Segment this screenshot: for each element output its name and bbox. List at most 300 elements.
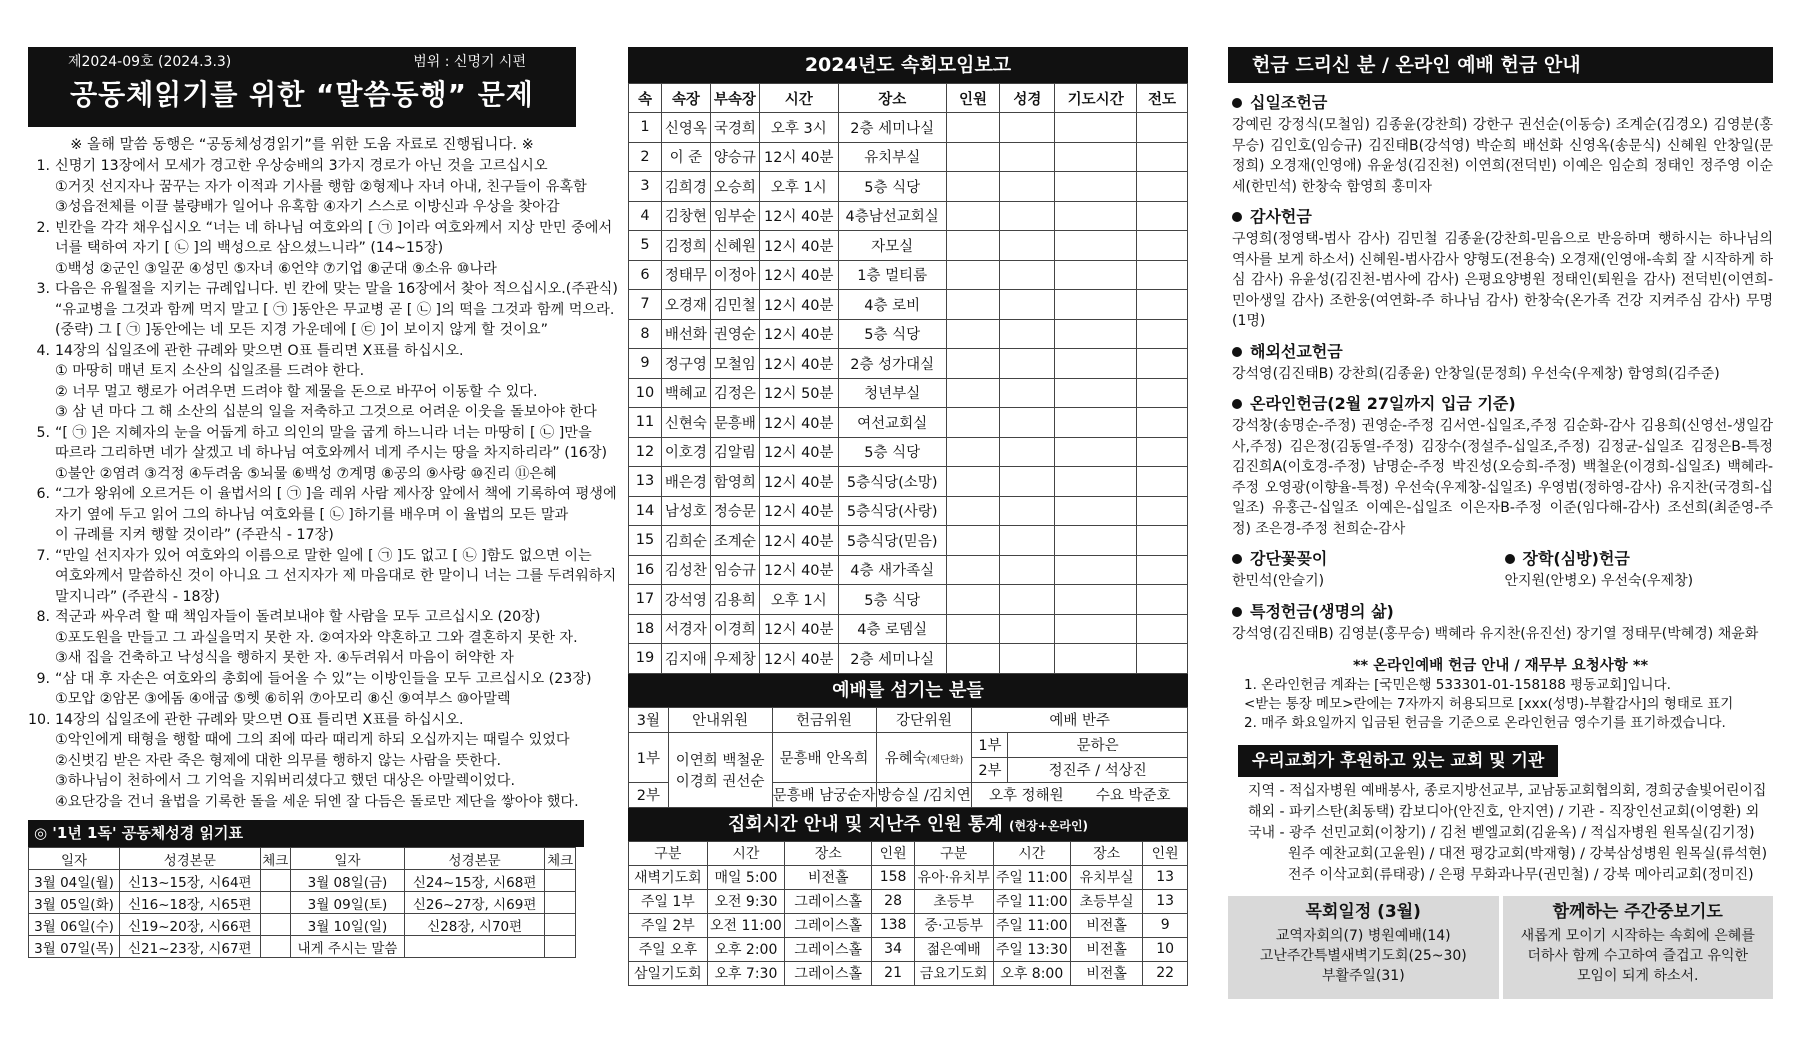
- meeting-empty-cell: [1137, 467, 1188, 497]
- meeting-cell: 5층식당(사랑): [838, 496, 946, 526]
- meeting-cell: 4층 새가족실: [838, 555, 946, 585]
- reading-cell: [260, 870, 291, 892]
- offering-heading: [1228, 205, 1773, 229]
- reading-cell: 3월 04일(월): [29, 870, 120, 892]
- meeting-empty-cell: [1137, 201, 1188, 231]
- question-body: [55, 156, 587, 218]
- question-body: [55, 341, 597, 423]
- meeting-empty-cell: [1055, 467, 1137, 497]
- meeting-row: [629, 614, 1188, 644]
- meeting-empty-cell: [1000, 113, 1055, 143]
- meeting-row: [629, 496, 1188, 526]
- question-line: ③성읍전체를 이끌 불량배가 일어나 유혹함 ④자기 스스로 이방신과 우상을 찾아감: [55, 199, 560, 215]
- meeting-header: 전도: [1137, 84, 1188, 113]
- offering-names: 강석영(김진태B) 강찬희(김종윤) 안창일(문정희) 우선숙(우제창) 함영희(김주준): [1232, 365, 1720, 382]
- meeting-empty-cell: [1137, 260, 1188, 290]
- reading-cell: 내게 주시는 말씀: [291, 936, 405, 958]
- question-body: [55, 546, 616, 608]
- meeting-cell: 4: [629, 201, 662, 231]
- meeting-empty-cell: [946, 585, 1000, 615]
- meeting-cell: 정승문: [710, 496, 759, 526]
- attendance-cell: 주일 오후: [629, 937, 708, 961]
- scholar-text: 안지원(안병오) 우선숙(우제창): [1504, 573, 1694, 589]
- meeting-row: [629, 408, 1188, 438]
- schedule-box: [1228, 896, 1499, 999]
- meeting-empty-cell: [1055, 290, 1137, 320]
- meeting-row: [629, 319, 1188, 349]
- reading-cell: [545, 892, 576, 914]
- serve-part-2: 2부: [629, 782, 669, 807]
- question-line: ①불안 ②염려 ③걱정 ④두려움 ⑤뇌물 ⑥백성 ⑦계명 ⑧공의 ⑨사랑 ⑩진리 ⑪은혜: [55, 465, 557, 482]
- offering-names: 강석창(송명순-주정) 권영순-주정 김서연-십일조,주정 김순화-감사 김용희(신영선-생일감사,주정) 김은정(김동열-주정) 김장수(정설주-십일조,주정) 김정균-십일조 김정은B-특정 김진희A(이호경-주정) 남명순-주정 박진성(오승희-주정) 백철운(이경희-십일조) 백혜라-주정 오영광(이향율-특정) 우선숙(우제창-십일조) 우영범(정하영-감사) 유지찬(국경희-십일조) 유홍근-십일조 이예은-십일조 이은자B-주정 이준(임다해-감사) 조선희(최준영-주정) 조은경-주정 천희순-감사: [1232, 418, 1773, 537]
- serve-acc-afternoon: 오후 정해원: [988, 788, 1064, 804]
- question-item: [28, 546, 617, 608]
- meeting-empty-cell: [946, 496, 1000, 526]
- question-line: (중략) 그 [ ㉠ ]동안에는 네 모든 지경 가운데에 [ ㉢ ]이 보이지 않게 할 것이요”: [55, 322, 548, 338]
- question-number: 9.: [36, 670, 50, 687]
- question-line: ①거짓 선지자나 꿈꾸는 자가 이적과 기사를 행함 ②형제나 자녀 아내, 친구들이 유혹함: [55, 178, 587, 195]
- meeting-empty-cell: [946, 378, 1000, 408]
- support-line: 지역 - 적십자병원 예배봉사, 종로지방선교부, 교남동교회협의회, 경희궁솔빛어린이집: [1248, 783, 1767, 799]
- question-line: 14장의 십일조에 관한 규례와 맞으면 O표 틀리면 X표를 하십시오.: [55, 342, 464, 359]
- serve-header-offering: 헌금위원: [772, 707, 876, 732]
- meeting-cell: 12시 50분: [759, 378, 838, 408]
- serve-header-accompanist: 예배 반주: [972, 707, 1188, 732]
- meeting-empty-cell: [946, 349, 1000, 379]
- meeting-header: 시간: [759, 84, 838, 113]
- meeting-cell: 12시 40분: [759, 496, 838, 526]
- meeting-empty-cell: [1000, 349, 1055, 379]
- attendance-cell: 주일 2부: [629, 913, 708, 937]
- attendance-cell: 유치부실: [1071, 865, 1143, 889]
- meeting-row: [629, 231, 1188, 261]
- attendance-row: [629, 961, 1188, 985]
- meeting-cell: 2: [629, 142, 662, 172]
- meeting-empty-cell: [1137, 526, 1188, 556]
- offering-heading: [1228, 340, 1773, 364]
- attendance-cell: 새벽기도회: [629, 865, 708, 889]
- meeting-cell: 김용희: [710, 585, 759, 615]
- question-body: [55, 218, 612, 280]
- meeting-empty-cell: [1000, 614, 1055, 644]
- meeting-cell: 배은경: [661, 467, 710, 497]
- question-number: 10.: [28, 711, 51, 728]
- meeting-empty-cell: [1055, 260, 1137, 290]
- attendance-header: 구분: [914, 841, 993, 865]
- serve-title: 예배를 섬기는 분들: [628, 674, 1188, 707]
- meeting-cell: 8: [629, 319, 662, 349]
- question-item: [28, 279, 618, 341]
- meeting-empty-cell: [1137, 290, 1188, 320]
- meeting-cell: 11: [629, 408, 662, 438]
- report-column: [628, 47, 1188, 986]
- reading-row: [29, 936, 576, 958]
- meeting-empty-cell: [1137, 585, 1188, 615]
- offering-names: 강예린 강정식(모철임) 김종윤(강찬희) 강한구 권선순(이동승) 조계순(김경오) 김영분(홍무승) 김인호(임승규) 김진태B(강석영) 박순희 배선화 신영옥(송문식) 신혜원 안창일(문정희) 오경재(인영애) 유윤성(김진천) 이연희(전덕빈) 이예은 임순희 정태인 정주영 이순세(한민석) 한창숙 함영희 홍미자: [1232, 117, 1773, 195]
- attendance-cell: 매일 5:00: [707, 865, 784, 889]
- support-title: 우리교회가 후원하고 있는 교회 및 기관: [1238, 745, 1558, 777]
- question-line: 자기 옆에 두고 읽어 그의 하나님 여호와를 [ ㉡ ]하기를 배우며 이 율법의 모든 말과: [55, 506, 569, 523]
- meeting-empty-cell: [1055, 614, 1137, 644]
- reading-cell: 3월 09일(토): [291, 892, 405, 914]
- flower-heading-text: 강단꽃꽂이: [1250, 549, 1328, 568]
- meeting-header: 성경: [1000, 84, 1055, 113]
- question-item: [28, 669, 592, 710]
- meeting-cell: 5층식당(믿음): [838, 526, 946, 556]
- meeting-empty-cell: [1000, 231, 1055, 261]
- reading-cell: 신13~15장, 시64편: [120, 870, 261, 892]
- serve-offering-2: 문흥배 남궁순자: [772, 782, 876, 807]
- meeting-cell: 5층 식당: [838, 437, 946, 467]
- attendance-cell: 주일 13:30: [993, 937, 1070, 961]
- meeting-cell: 12시 40분: [759, 614, 838, 644]
- meeting-row: [629, 142, 1188, 172]
- meeting-cell: 양승규: [710, 142, 759, 172]
- schedule-title: 목회일정 (3월): [1305, 902, 1421, 922]
- meeting-cell: 5: [629, 231, 662, 261]
- meeting-cell: 오후 1시: [759, 585, 838, 615]
- notice-heading: ** 온라인예배 헌금 안내 / 재무부 요청사항 **: [1352, 658, 1649, 674]
- serve-acc-3: [972, 782, 1188, 807]
- meeting-cell: 12시 40분: [759, 644, 838, 674]
- question-number: 8.: [36, 609, 50, 625]
- offering-column: [1228, 47, 1773, 999]
- meeting-cell: 여선교회실: [838, 408, 946, 438]
- attendance-cell: 13: [1143, 889, 1188, 913]
- attendance-header: 인원: [1143, 841, 1188, 865]
- meeting-cell: 신현숙: [661, 408, 710, 438]
- schedule-line: 고난주간특별새벽기도회(25~30): [1259, 948, 1467, 964]
- question-line: 빈칸을 각각 채우십시오 “너는 네 하나님 여호와의 [ ㉠ ]이라 여호와께서 지상 만민 중에서: [55, 219, 613, 236]
- meeting-cell: 정태무: [661, 260, 710, 290]
- attendance-title-text: 집회시간 안내 및 지난주 인원 통계: [727, 813, 1003, 835]
- meeting-cell: 12: [629, 437, 662, 467]
- question-line: 말지니라” (주관식 - 18장): [55, 588, 220, 605]
- meeting-cell: 2층 세미나실: [838, 113, 946, 143]
- meeting-cell: 김정희: [661, 231, 710, 261]
- meeting-cell: 2층 성가대실: [838, 349, 946, 379]
- meeting-cell: 이정아: [710, 260, 759, 290]
- question-line: 신명기 13장에서 모세가 경고한 우상숭배의 3가지 경로가 아닌 것을 고르십시오: [55, 158, 548, 174]
- attendance-cell: 비전홀: [1071, 913, 1143, 937]
- serve-pulpit-2: 방승실 /김치연: [876, 782, 972, 807]
- attendance-cell: 삼일기도회: [629, 961, 708, 985]
- meeting-empty-cell: [1055, 496, 1137, 526]
- question-line: ② 너무 멀고 행로가 어려우면 드려야 할 제물을 돈으로 바꾸어 이동할 수 있다.: [55, 383, 538, 400]
- attendance-cell: 158: [872, 865, 915, 889]
- meeting-empty-cell: [1000, 644, 1055, 674]
- attendance-cell: 비전홀: [785, 865, 872, 889]
- meeting-empty-cell: [1137, 113, 1188, 143]
- meeting-cell: 2층 세미나실: [838, 644, 946, 674]
- attendance-cell: 초등부: [914, 889, 993, 913]
- meeting-cell: 김지애: [661, 644, 710, 674]
- notice-line: <받는 통장 메모>란에는 7자까지 허용되므로 [xxx(성명)-부활감사]의 형태로 표기: [1244, 696, 1734, 712]
- quiz-range: 범위 : 신명기 시편: [413, 54, 526, 70]
- attendance-cell: 13: [1143, 865, 1188, 889]
- question-item: [28, 710, 579, 813]
- meeting-cell: 김민철: [710, 290, 759, 320]
- attendance-header: 장소: [785, 841, 872, 865]
- attendance-table: [628, 841, 1188, 986]
- meeting-cell: 강석영: [661, 585, 710, 615]
- meeting-cell: 자모실: [838, 231, 946, 261]
- question-body: [55, 484, 617, 546]
- offering-names: 구영희(정영택-범사 감사) 김민철 김종윤(강찬희-믿음으로 반응하며 행하시는 하나님의 역사를 보게 하소서) 신혜원-범사감사 양형도(전용숙) 오경재(인영애-속회 잘 시작하게 하심 감사) 유윤성(김진천-범사에 감사) 은평요양병원 정태인(퇴원을 감사) 전덕빈(이연희-민아생일 감사) 조한웅(여연화-주 하나님 감사) 한창숙(온가족 건강 지켜주심 감사) 무명(1명): [1232, 231, 1773, 329]
- offering-heading-text: 해외선교헌금: [1250, 341, 1343, 361]
- meeting-cell: 12시 40분: [759, 319, 838, 349]
- meeting-report-table: [628, 83, 1188, 674]
- reading-cell: 3월 05일(화): [29, 892, 120, 914]
- special-heading: [1228, 600, 1773, 624]
- meeting-cell: 서경자: [661, 614, 710, 644]
- reading-row: [29, 892, 576, 914]
- meeting-empty-cell: [1137, 378, 1188, 408]
- quiz-intro: ※ 올해 말씀 동행은 “공동체성경읽기”를 위한 도움 자료로 진행됩니다. ※: [70, 137, 534, 153]
- serve-header-guide: 안내위원: [668, 707, 772, 732]
- quiz-column: [28, 47, 618, 958]
- meeting-cell: 12시 40분: [759, 349, 838, 379]
- reading-cell: [260, 936, 291, 958]
- meeting-cell: 함영희: [710, 467, 759, 497]
- offering-heading-text: 온라인헌금(2월 27일까지 입금 기준): [1250, 394, 1516, 413]
- meeting-empty-cell: [1000, 172, 1055, 202]
- meeting-empty-cell: [1055, 349, 1137, 379]
- attendance-cell: 22: [1143, 961, 1188, 985]
- meeting-cell: 5층 식당: [838, 319, 946, 349]
- attendance-cell: 주일 11:00: [993, 913, 1070, 937]
- attendance-cell: 유아·유치부: [914, 865, 993, 889]
- reading-header: 성경본문: [120, 848, 261, 870]
- attendance-title: [628, 808, 1188, 841]
- meeting-empty-cell: [946, 408, 1000, 438]
- attendance-cell: 21: [872, 961, 915, 985]
- meeting-cell: 김정은: [710, 378, 759, 408]
- question-line: 여호와께서 말씀하신 것이 아니요 그 선지자가 제 마음대로 한 말이니 너는 그를 두려워하지: [55, 568, 617, 584]
- question-line: ①백성 ②군인 ③일꾼 ④성민 ⑤자녀 ⑥언약 ⑦기업 ⑧군대 ⑨소유 ⑩나라: [55, 260, 497, 277]
- reading-cell: 신21~23장, 시67편: [120, 936, 261, 958]
- flower-scholar-row: [1228, 547, 1773, 592]
- attendance-cell: 초등부실: [1071, 889, 1143, 913]
- meeting-cell: 김알림: [710, 437, 759, 467]
- meeting-empty-cell: [946, 172, 1000, 202]
- meeting-cell: 김희경: [661, 172, 710, 202]
- meeting-cell: 오승희: [710, 172, 759, 202]
- question-line: ①악인에게 태형을 행할 때에 그의 죄에 따라 때리게 하되 오십까지는 때릴수 있었다: [55, 732, 570, 748]
- flower-text: 한민석(안슬기): [1232, 573, 1325, 589]
- attendance-cell: 중·고등부: [914, 913, 993, 937]
- meeting-cell: 이경희: [710, 614, 759, 644]
- meeting-empty-cell: [1137, 614, 1188, 644]
- question-line: ③하나님이 천하에서 그 기억을 지워버리셨다고 했던 대상은 아말렉이었다.: [55, 773, 515, 789]
- attendance-row: [629, 913, 1188, 937]
- serve-pulpit-1-name: 유혜숙: [884, 750, 927, 767]
- reading-table: [28, 847, 576, 958]
- question-body: [55, 607, 578, 669]
- meeting-empty-cell: [1000, 378, 1055, 408]
- meeting-cell: 모철임: [710, 349, 759, 379]
- reading-cell: 신28장, 시70편: [404, 914, 545, 936]
- bullet-icon: [1232, 98, 1242, 108]
- meeting-empty-cell: [1000, 408, 1055, 438]
- meeting-row: [629, 113, 1188, 143]
- support-line: 국내 - 광주 선민교회(이창기) / 김천 벧엘교회(김윤옥) / 적십자병원 원목실(김기정): [1248, 825, 1755, 841]
- meeting-cell: 12시 40분: [759, 467, 838, 497]
- meeting-cell: 신영옥: [661, 113, 710, 143]
- question-line: 따르라 그리하면 네가 살겠고 네 하나님 여호와께서 네게 주시는 땅을 차지하리라” (16장): [55, 445, 608, 461]
- question-item: [28, 156, 587, 218]
- meeting-empty-cell: [1055, 319, 1137, 349]
- support-line: 해외 - 파키스탄(최동택) 캄보디아(안진호, 안지연) / 기관 - 직장인선교회(이영환) 외: [1248, 804, 1760, 820]
- meeting-header: 부속장: [710, 84, 759, 113]
- meeting-empty-cell: [946, 526, 1000, 556]
- prayer-title: 함께하는 주간중보기도: [1552, 902, 1723, 922]
- question-line: “그가 왕위에 오르거든 이 율법서의 [ ㉠ ]을 레위 사람 제사장 앞에서 책에 기록하여 평생에: [55, 486, 617, 502]
- meeting-empty-cell: [1000, 467, 1055, 497]
- meeting-report-title: 2024년도 속회모임보고: [628, 47, 1188, 83]
- attendance-cell: 그레이스홀: [785, 913, 872, 937]
- meeting-cell: 청년부실: [838, 378, 946, 408]
- attendance-cell: 138: [872, 913, 915, 937]
- attendance-cell: 10: [1143, 937, 1188, 961]
- meeting-cell: 김희순: [661, 526, 710, 556]
- notice-line: 1. 온라인헌금 계좌는 [국민은행 533301-01-158188 평동교회]입니다.: [1244, 677, 1671, 693]
- meeting-cell: 4층남선교회실: [838, 201, 946, 231]
- meeting-cell: 15: [629, 526, 662, 556]
- meeting-header: 기도시간: [1055, 84, 1137, 113]
- meeting-cell: 정구영: [661, 349, 710, 379]
- question-item: [28, 484, 617, 546]
- question-body: [55, 710, 579, 813]
- meeting-row: [629, 172, 1188, 202]
- meeting-empty-cell: [946, 260, 1000, 290]
- serve-acc-2: 정진주 / 석상진: [1008, 757, 1188, 782]
- attendance-cell: 주일 1부: [629, 889, 708, 913]
- serve-pulpit-1-note: (제단화): [926, 754, 964, 766]
- reading-header: 일자: [291, 848, 405, 870]
- question-line: 다음은 유월절을 지키는 규례입니다. 빈 칸에 맞는 말을 16장에서 찾아 적으십시오.(주관식): [55, 281, 618, 297]
- special-heading-text: 특정헌금(생명의 삶): [1250, 601, 1394, 621]
- question-number: 2.: [36, 219, 50, 236]
- scholar-heading-text: 장학(심방)헌금: [1522, 549, 1630, 568]
- meeting-cell: 6: [629, 260, 662, 290]
- meeting-empty-cell: [1137, 437, 1188, 467]
- meeting-empty-cell: [1055, 113, 1137, 143]
- attendance-row: [629, 889, 1188, 913]
- prayer-line: 새롭게 모이기 시작하는 속회에 은혜를: [1520, 928, 1755, 944]
- meeting-cell: 신혜원: [710, 231, 759, 261]
- meeting-cell: 우제창: [710, 644, 759, 674]
- meeting-empty-cell: [1055, 231, 1137, 261]
- meeting-cell: 12시 40분: [759, 555, 838, 585]
- meeting-cell: 12시 40분: [759, 290, 838, 320]
- schedule-line: 교역자회의(7) 병원예배(14): [1275, 928, 1451, 944]
- bullet-icon: [1232, 212, 1242, 222]
- bullet-icon: [1232, 554, 1242, 564]
- quiz-header: [28, 47, 576, 127]
- meeting-empty-cell: [1137, 555, 1188, 585]
- meeting-empty-cell: [1055, 378, 1137, 408]
- offering-title: 헌금 드리신 분 / 온라인 예배 헌금 안내: [1228, 47, 1773, 83]
- attendance-row: [629, 937, 1188, 961]
- meeting-row: [629, 526, 1188, 556]
- meeting-empty-cell: [1137, 172, 1188, 202]
- meeting-cell: 12시 40분: [759, 260, 838, 290]
- question-item: [28, 341, 597, 423]
- serve-month: 3월: [629, 707, 669, 732]
- question-body: [55, 279, 618, 341]
- reading-cell: [260, 914, 291, 936]
- question-number: 6.: [36, 486, 50, 502]
- reading-header: 체크: [260, 848, 291, 870]
- question-line: ④요단강을 건너 율법을 기록한 돌을 세운 뒤엔 잘 다듬은 돌로만 제단을 쌓아야 했다.: [55, 793, 579, 810]
- attendance-cell: 비전홀: [1071, 961, 1143, 985]
- question-list: [28, 156, 618, 812]
- meeting-empty-cell: [1137, 644, 1188, 674]
- meeting-cell: 10: [629, 378, 662, 408]
- reading-row: [29, 914, 576, 936]
- serve-guide: [668, 732, 772, 807]
- question-number: 3.: [36, 281, 50, 297]
- question-number: 4.: [36, 342, 50, 359]
- reading-cell: [545, 936, 576, 958]
- meeting-cell: 배선화: [661, 319, 710, 349]
- serve-header-pulpit: 강단위원: [876, 707, 972, 732]
- meeting-empty-cell: [946, 290, 1000, 320]
- serve-acc-wednesday: 수요 박준호: [1095, 788, 1171, 804]
- meeting-empty-cell: [1000, 526, 1055, 556]
- meeting-cell: 문흥배: [710, 408, 759, 438]
- attendance-title-note: (현장+온라인): [1009, 818, 1089, 833]
- meeting-empty-cell: [1055, 644, 1137, 674]
- offering-heading: [1228, 392, 1773, 416]
- issue-number: 제2024-09호 (2024.3.3): [68, 54, 232, 70]
- serve-guide-1: 이연희 백철운: [675, 752, 765, 769]
- meeting-cell: 12시 40분: [759, 231, 838, 261]
- meeting-empty-cell: [946, 319, 1000, 349]
- meeting-empty-cell: [1055, 408, 1137, 438]
- attendance-cell: 젊은예배: [914, 937, 993, 961]
- offering-sections: [1228, 91, 1773, 539]
- reading-cell: [545, 870, 576, 892]
- meeting-empty-cell: [1137, 349, 1188, 379]
- meeting-empty-cell: [1137, 231, 1188, 261]
- question-line: ①포도원을 만들고 그 과실을먹지 못한 자. ②여자와 약혼하고 그와 결혼하지 못한 자.: [55, 629, 578, 646]
- serve-acc-1: 문하은: [1008, 732, 1188, 757]
- attendance-header: 구분: [629, 841, 708, 865]
- reading-cell: 3월 06일(수): [29, 914, 120, 936]
- attendance-cell: 금요기도회: [914, 961, 993, 985]
- question-line: ②신벗김 받은 자란 죽은 형제에 대한 의무를 행하지 않는 사람을 뜻한다.: [55, 752, 502, 769]
- meeting-cell: 유치부실: [838, 142, 946, 172]
- question-line: 너를 택하여 자기 [ ㉡ ]의 백성으로 삼으셨느니라” (14~15장): [55, 240, 444, 256]
- reading-cell: 3월 08일(금): [291, 870, 405, 892]
- serve-acc-part-2: 2부: [972, 757, 1008, 782]
- serve-part-1: 1부: [629, 732, 669, 782]
- scholar-heading: [1501, 547, 1774, 571]
- meeting-empty-cell: [946, 231, 1000, 261]
- meeting-empty-cell: [1055, 142, 1137, 172]
- question-item: [28, 218, 613, 280]
- reading-cell: 신19~20장, 시66편: [120, 914, 261, 936]
- meeting-empty-cell: [1000, 496, 1055, 526]
- question-line: ①모압 ②암몬 ③에돔 ④애굽 ⑤헷 ⑥히위 ⑦아모리 ⑧신 ⑨여부스 ⑩아말렉: [55, 691, 511, 707]
- question-line: ③새 집을 건축하고 낙성식을 행하지 못한 자. ④두려워서 마음이 허약한 자: [55, 650, 514, 666]
- reading-header: 성경본문: [404, 848, 545, 870]
- reading-cell: 신26~27장, 시69편: [404, 892, 545, 914]
- meeting-cell: 12시 40분: [759, 437, 838, 467]
- attendance-header: 장소: [1071, 841, 1143, 865]
